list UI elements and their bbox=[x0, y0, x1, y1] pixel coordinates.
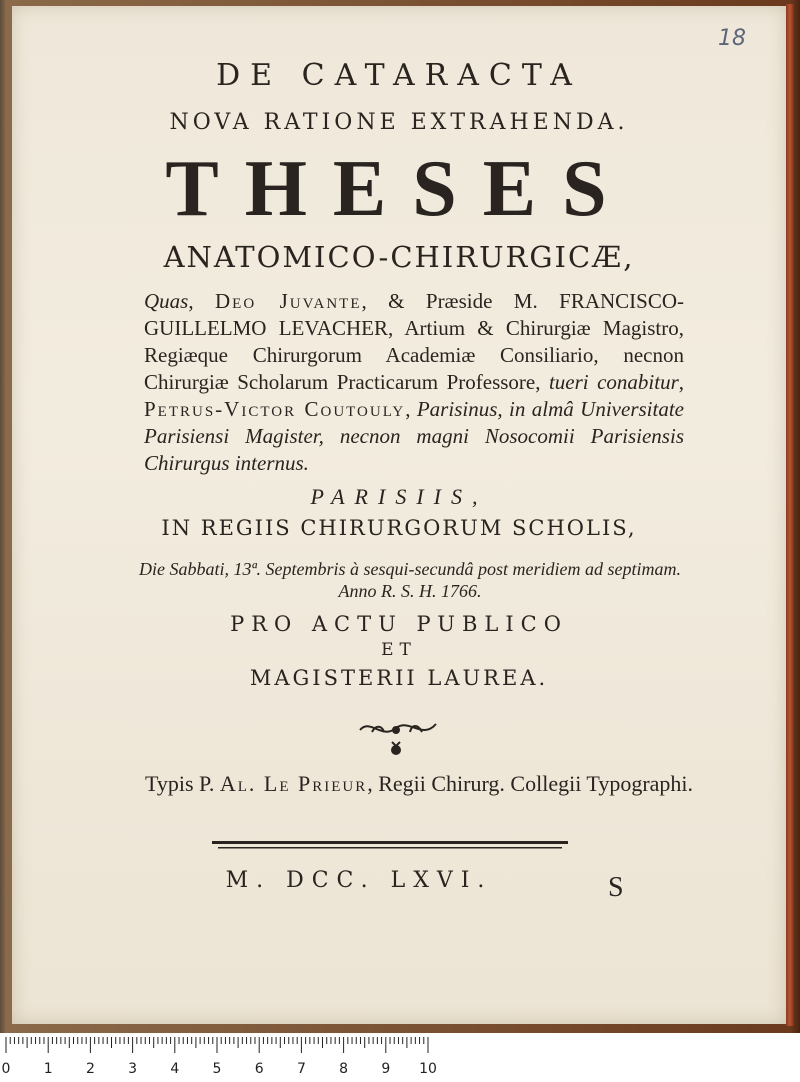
printer-imprint bbox=[92, 770, 746, 798]
ruler-label: 5 bbox=[212, 1061, 222, 1077]
place-line: PARISIIS, bbox=[310, 484, 488, 509]
page-edge bbox=[786, 4, 794, 1026]
title-line-2: NOVA RATIONE EXTRAHENDA. bbox=[169, 110, 629, 135]
paragraph-part: , & Præside M. FRANCISCO-GUILLELMO LEVACHER, Artium & Chirurgiæ Magistro, Regiæque Chirurgorum Academiæ Consiliario, necnon Chirurgiæ Scholarum Practicarum Professore, bbox=[144, 289, 684, 394]
paragraph-part: , bbox=[405, 397, 417, 421]
main-title: THESES bbox=[165, 145, 633, 233]
purpose-line-1: PRO ACTU PUBLICO bbox=[230, 612, 568, 636]
signature-mark: S bbox=[608, 872, 624, 903]
ruler-label: 3 bbox=[128, 1061, 138, 1077]
paragraph-part: Deo Juvante bbox=[215, 289, 362, 313]
fleuron-ornament-icon bbox=[352, 712, 442, 762]
ruler-label: 7 bbox=[296, 1061, 306, 1077]
title-line-4: ANATOMICO-CHIRURGICÆ, bbox=[163, 240, 635, 274]
purpose-line-3: MAGISTERII LAUREA. bbox=[249, 666, 549, 690]
page-number: 18 bbox=[718, 26, 746, 51]
ruler-label: 0 bbox=[1, 1061, 11, 1077]
double-rule-divider bbox=[212, 838, 568, 852]
year-line: M. DCC. LXVI. bbox=[225, 868, 493, 893]
ruler-label: 10 bbox=[419, 1061, 437, 1077]
date-line: Die Sabbati, 13ª. Septembris à sesqui-secundâ post meridiem ad septimam. Anno R. S. H. 1766. bbox=[139, 559, 681, 601]
imprint-part: , Regii Chirurg. Collegii Typographi. bbox=[367, 771, 694, 796]
paragraph-part: tueri conabitur bbox=[548, 370, 679, 394]
purpose-line-2: ET bbox=[381, 640, 417, 660]
ruler-label: 2 bbox=[85, 1061, 95, 1077]
paragraph-part: Petrus-Victor Coutouly bbox=[144, 397, 406, 421]
ruler-label: 9 bbox=[381, 1061, 391, 1077]
ruler-label: 4 bbox=[170, 1061, 180, 1077]
paragraph-part: Quas bbox=[144, 289, 189, 313]
ruler-label: 8 bbox=[339, 1061, 349, 1077]
imprint-part: Typis P. bbox=[144, 771, 220, 796]
school-line: IN REGIIS CHIRURGORUM SCHOLIS, bbox=[161, 516, 637, 540]
ruler-label: 6 bbox=[254, 1061, 264, 1077]
imprint-part: Al. Le Prieur bbox=[219, 771, 368, 796]
ruler-label: 1 bbox=[43, 1061, 53, 1077]
paragraph-part: Parisinus, in almâ Universitate Parisiensi Magister, necnon magni Nosocomii Parisiensis Chirurgus internus. bbox=[144, 397, 684, 475]
measurement-ruler bbox=[0, 1033, 800, 1082]
title-line-1: DE CATARACTA bbox=[216, 58, 582, 93]
page bbox=[12, 6, 786, 1024]
paragraph-part: , bbox=[188, 289, 216, 313]
dedication-paragraph bbox=[144, 288, 684, 477]
paragraph-part: , bbox=[678, 370, 685, 394]
